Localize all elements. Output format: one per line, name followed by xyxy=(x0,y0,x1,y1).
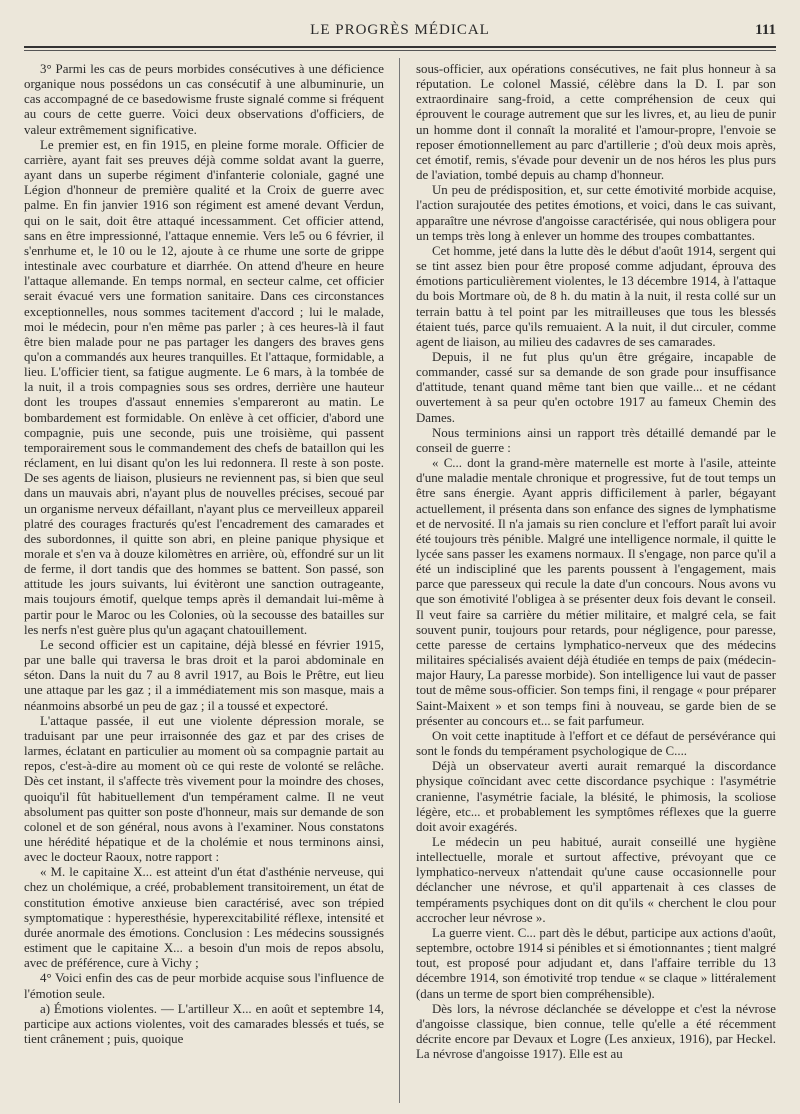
report-quote: « C... dont la grand-mère maternelle est morte à l'asile, atteinte d'une maladie mentale chronique et progressive, fut de tout temps un être sans énergie. Ayant appris difficilement à parler, bégayant actuellement, il présenta dans son enfance des signes de lymphatisme et de nervosité. Il n'a jamais su rien conclure et l'effort paraît lui avoir été toujours très pénible. Malgré une intelligence normale, il quitte le lycée sans passer les examens normaux. Il s'engage, non parce qu'il a été un indiscipliné que les parents poussent à l'engagement, mais parce que paresseux qui recule la date d'un concours. Nous avons vu que son émotivité l'obligea à se présenter deux fois devant le conseil. Il veut faire sa carrière du métier militaire, et malgré cela, se fait souvent punir, toujours pour retards, pour négligence, pour paresse, cette paresse de certains lymphatico-nerveux que des médecins militaires spécialisés avaient déjà étudiée en temps de paix (médecin-major Haury, La paresse morbide). Son intelligence lui vaut de passer tout de même sous-officier. Son temps fini, il rengage « pour préparer Saint-Maixent » et son temps fini à nouveau, se garde bien de se présenter au concours et... se fait parfumeur. xyxy=(416,456,776,728)
paragraph: Un peu de prédisposition, et, sur cette émotivité morbide acquise, l'action surajoutée des petites émotions, et voici, dans le cas suivant, apparaître une névrose d'angoisse caractérisée, qui nous obligera pour un temps très long à enlever un homme des troupes combattantes. xyxy=(416,183,776,243)
header-rule xyxy=(24,46,776,48)
paragraph: Déjà un observateur averti aurait remarqué la discordance physique coïncidant avec cette discordance psychique : l'asymétrie cranienne, l'asymétrie faciale, la blésité, le phimosis, la scoliose légère, etc... et probablement les symptômes réflexes que la guerre doit avoir exagérés. xyxy=(416,759,776,834)
paragraph: Depuis, il ne fut plus qu'un être grégaire, incapable de commander, cassé sur sa demande de son grade pour insuffisance d'attitude, tenant quand même tant bien que vaille... et ne cédant ouvertement à sa peur qu'en octobre 1917 au fameux Chemin des Dames. xyxy=(416,349,776,425)
left-column xyxy=(24,62,384,1102)
header-rule-thin xyxy=(24,50,776,51)
page-number: 111 xyxy=(755,22,776,38)
paragraph: sous-officier, aux opérations consécutives, ne fait plus honneur à sa réputation. Le colonel Massié, célèbre dans la D. I. par son extraordinaire sang-froid, a cette compréhension de ceux qui éprouvent le courage autrement que sur les livres, et, au lieu de punir un homme dont il connaît la moralité et l'amour-propre, l'envoie se reposer émotionnellement au parc d'artillerie ; d'où deux mois après, cet émotif, remis, s'évade pour devenir un de nos héros les plus purs de l'aviation, tombé depuis au champ d'honneur. xyxy=(416,62,776,183)
paragraph: Le second officier est un capitaine, déjà blessé en février 1915, par une balle qui traversa le bras droit et la paroi abdominale en séton. Dans la nuit du 7 au 8 avril 1917, au Bois le Prêtre, eut lieu une attaque par les gaz ; il a immédiatement mis son masque, mais a néanmoins absorbé un peu de gaz ; il a toussé et expectoré. xyxy=(24,637,384,713)
paragraph: 4° Voici enfin des cas de peur morbide acquise sous l'influence de l'émotion seule. xyxy=(24,971,384,1001)
journal-title: LE PROGRÈS MÉDICAL xyxy=(310,22,490,38)
report-quote: « M. le capitaine X... est atteint d'un état d'asthénie nerveuse, qui chez un cholémique, a créé, probablement transitoirement, un état de constitution émotive anxieuse bien caractérisé, avec son trépied symptomatique : hyperesthésie, hyperexcitabilité réflexe, intensité et durée anormale des émotions. Conclusion : Les médecins soussignés estiment que le capitaine X... a besoin d'un mois de repos absolu, avec de préférence, cure à Vichy ; xyxy=(24,865,384,971)
paragraph: Nous terminions ainsi un rapport très détaillé demandé par le conseil de guerre : xyxy=(416,425,776,455)
paragraph: Cet homme, jeté dans la lutte dès le début d'août 1914, sergent qui se tint assez bien pour être proposé comme adjudant, éprouva des émotions particulièrement violentes, le 13 décembre 1914, à l'attaque du bois Mortmare où, de 8 h. du matin à la nuit, il resta collé sur un terrain battu à tel point par les mitrailleuses que tous les blessés étaient tués, parce qu'ils remuaient. A la nuit, il dut circuler, comme agent de liaison, au milieu des cadavres de ses camarades. xyxy=(416,243,776,349)
paragraph: La guerre vient. C... part dès le début, participe aux actions d'août, septembre, octobre 1914 si pénibles et si émotionnantes ; tient malgré tout, est proposé pour adjudant et, dans l'affaire terrible du 13 décembre 1914, son émotivité trop tendue « se claque » littéralement (dans un terme de sport bien compréhensible). xyxy=(416,925,776,1001)
right-column xyxy=(416,62,776,1102)
paragraph: 3° Parmi les cas de peurs morbides consécutives à une déficience organique nous possédons un cas consécutif à une albuminurie, un cas accompagné de ce basedowisme fruste signalé comme si fréquent au cours de cette guerre. Voici deux observations d'officiers, de valeur extrêmement significative. xyxy=(24,62,384,137)
paragraph: On voit cette inaptitude à l'effort et ce défaut de persévérance qui sont le fonds du tempérament psychologique de C.... xyxy=(416,728,776,759)
paragraph: Le médecin un peu habitué, aurait conseillé une hygiène intellectuelle, morale et surtout affective, prévoyant que ce lymphatico-nerveux n'attendait qu'une cause occasionnelle pour déclancher une névrose, et qu'il appartenait à ces classes de tempéraments psychiques dont on dit qu'ils « cherchent le clou pour accrocher leur névrose ». xyxy=(416,834,776,925)
column-divider xyxy=(399,58,400,1103)
paragraph: a) Émotions violentes. — L'artilleur X... en août et septembre 14, participe aux actions violentes, voit des camarades blessés et tués, se tient crânement ; puis, quoique xyxy=(24,1001,384,1046)
page-header xyxy=(24,22,776,46)
paragraph: Dès lors, la névrose déclanchée se développe et c'est la névrose d'angoisse classique, bien connue, telle qu'elle a été récemment décrite encore par Devaux et Logre (Les anxieux, 1916), par Heckel. La névrose d'angoisse 1917). Elle est au xyxy=(416,1001,776,1062)
paragraph: Le premier est, en fin 1915, en pleine forme morale. Officier de carrière, ayant fait ses preuves déjà comme soldat avant la guerre, ayant dans un superbe régiment d'infanterie coloniale, gagné une Légion d'honneur de première qualité et la Croix de guerre avec palme. En fin janvier 1916 son régiment est amené devant Verdun, qui on le sait, doit être attaqué incessamment. Cet officier attend, sans en être impressionné, l'attaque ennemie. Vers le5 ou 6 février, il s'enrhume et, le 10 ou le 12, ajoute à ce rhume une sorte de grippe intestinale avec courbature et diarrhée. On attend d'heure en heure l'attaque allemande. En temps normal, en secteur calme, cet officier serait évacué vers une formation sanitaire. Dans ces circonstances exceptionnelles, nous sommes tacitement d'accord ; lui le malade, moi le médecin, pour n'en même pas parler ; à ces heures-là il faut être bien malade pour ne pas partager les dangers des braves gens qu'on a commandés aux heures tranquilles. Et l'attaque, formidable, a lieu. L'officier tient, sa fatigue augmente. Le 6 mars, à la tombée de la nuit, il a trois compagnies sous ses ordres, derrière une hauteur dont les troupes d'assaut ennemies s'empareront au matin. Le bombardement est formidable. On enlève à cet officier, d'abord une compagnie, puis une seconde, puis une troisième, qui passent temporairement sous le commandement des chefs de bataillon qui les réclament, en lui disant qu'on les lui redonnera. Il reste à son poste. De ses agents de liaison, plusieurs ne reviennent pas, si bien que seul dans un mauvais abri, n'ayant plus de nouvelles précises, secoué par un organisme nerveux défaillant, n'ayant plus ce merveilleux appareil platré des courages fracturés qu'est l'encadrement des camarades et des subordonnes, il quitte son abri, en pleine panique physique et morale et s'en va à douze kilomètres en arrière, où, effondré sur un lit de ferme, il dort tandis que des hommes se battent. Son passé, son attitude les jours suivants, lui évitèront une sanction outrageante, mais toujours émotif, quelque temps après il demandait lui-même à partir pour le Maroc ou les Colonies, où la secousse des batailles sur les nerfs n'est guère plus qu'un agaçant chatouillement. xyxy=(24,137,384,637)
paragraph: L'attaque passée, il eut une violente dépression morale, se traduisant par une peur irraisonnée des gaz et par des crises de larmes, éclatant en particulier au moment où sa compagnie partait au repos, c'est-à-dire au moment où ce qui reste de volonté se relâche. Dès cet instant, il s'affecte très vivement pour la moindre des choses, quoiqu'il fût habituellement d'un tempérament calme. Il ne veut absolument pas quitter son poste d'honneur, mais sur demande de son colonel et de son général, nous avons à l'examiner. Nous constatons une hérédité hépatique et de la cholémie et nous terminons ainsi, avec le docteur Raoux, notre rapport : xyxy=(24,713,384,865)
